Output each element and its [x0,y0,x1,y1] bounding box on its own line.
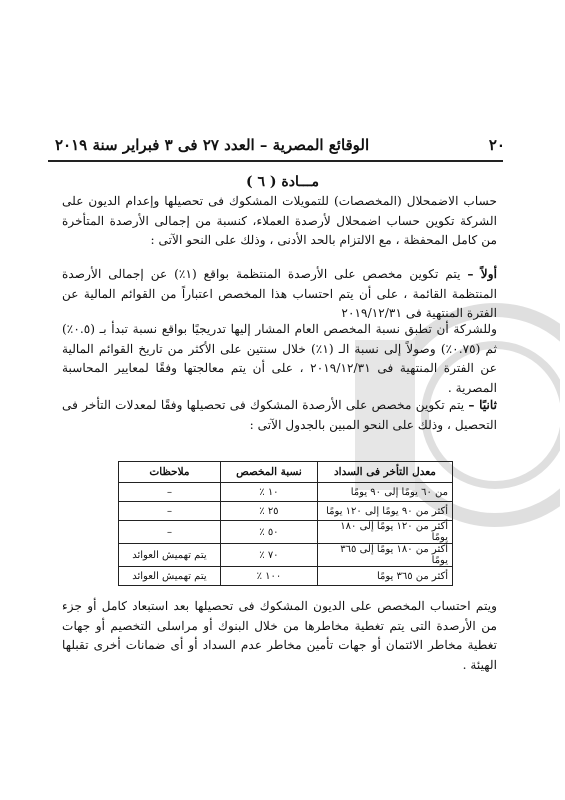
notes-cell: يتم تهميش العوائد [119,544,221,567]
header-divider [48,160,503,162]
delay-cell: أكثر من ١٨٠ يومًا إلى ٣٦٥ يومًا [317,544,452,567]
intro-paragraph: حساب الاضمحلال (المخصصات) للتمويلات المشكوك فى تحصيلها وإعدام الديون على الشركة تكوين حساب اضمحلال لأرصدة العملاء، كنسبة من إجمالى الأرصدة المتأخرة من كامل المحفظة ، مع الالتزام بالحد الأدنى ، وذلك على النحو الآتى : [62,194,497,247]
gazette-title: الوقائع المصرية – العدد ٢٧ فى ٣ فبراير سنة ٢٠١٩ [55,136,370,154]
delay-cell: أكثر من ١٢٠ يومًا إلى ١٨٠ يومًا [317,521,452,544]
table-row [119,502,453,521]
rate-cell: ١٠٠ ٪ [220,567,317,586]
second-clause-text: يتم تكوين مخصص على الأرصدة المشكوك فى تحصيلها وفقًا لمعدلات التأخر فى التحصيل ، وذلك على النحو المبين بالجدول الآتى : [62,398,497,432]
second-clause-paragraph [62,396,497,435]
first-clause-paragraph [62,265,497,324]
rate-cell: ١٠ ٪ [220,483,317,502]
table-row [119,521,453,544]
column-header-delay: معدل التأخر فى السداد [317,462,452,483]
article-title: مـــادة ( ٦ ) [245,174,320,190]
delay-cell: أكثر من ٣٦٥ يومًا [317,567,452,586]
delay-cell: أكثر من ٩٠ يومًا إلى ١٢٠ يومًا [317,502,452,521]
table-row [119,544,453,567]
column-header-rate: نسبة المخصص [220,462,317,483]
table-row [119,483,453,502]
notes-cell: يتم تهميش العوائد [119,567,221,586]
rate-cell: ٥٠ ٪ [220,521,317,544]
provision-table [118,461,453,586]
closing-paragraph: ويتم احتساب المخصص على الديون المشكوك فى تحصيلها بعد استبعاد كامل أو جزء من الأرصدة التى يتم تغطية مخاطرها من خلال البنوك أو مراسلى التخصيم أو جهات تغطية مخاطر الائتمان أو جهات تأمين مخاطر عدم السداد أو أى ضمانات أخرى تقبلها الهيئة . [62,599,497,672]
column-header-notes: ملاحظات [119,462,221,483]
rate-cell: ٧٠ ٪ [220,544,317,567]
delay-cell: من ٦٠ يومًا إلى ٩٠ يومًا [317,483,452,502]
gradual-application-paragraph: وللشركة أن تطبق نسبة المخصص العام المشار إليها تدريجيًا بواقع نسبة تبدأ بـ (٠.٥٪) ثم (٠.٧٥٪) وصولاً إلى نسبة الـ (١٪) خلال سنتين على الأكثر من تاريخ القوائم المالية عن الفترة المنتهية فى ٢٠١٩/١٢/٣١ ، على أن يتم معالجتها وفقًا لمعايير المحاسبة المصرية . [62,322,497,395]
notes-cell: – [119,521,221,544]
notes-cell: – [119,483,221,502]
first-clause-label: أولاً – [467,267,497,281]
page-header [55,136,505,160]
first-clause-text: يتم تكوين مخصص على الأرصدة المنتظمة بواقع (١٪) عن إجمالى الأرصدة المنتظمة القائمة ، على أن يتم احتساب هذا المخصص اعتباراً من القوائم المالية عن الفترة المنتهية فى ٢٠١٩/١٢/٣١ [62,267,497,320]
rate-cell: ٢٥ ٪ [220,502,317,521]
page-number: ٢٠ [488,136,505,154]
notes-cell: – [119,502,221,521]
table-row [119,567,453,586]
second-clause-label: ثانيًا – [468,398,497,412]
table-header-row [119,462,453,483]
